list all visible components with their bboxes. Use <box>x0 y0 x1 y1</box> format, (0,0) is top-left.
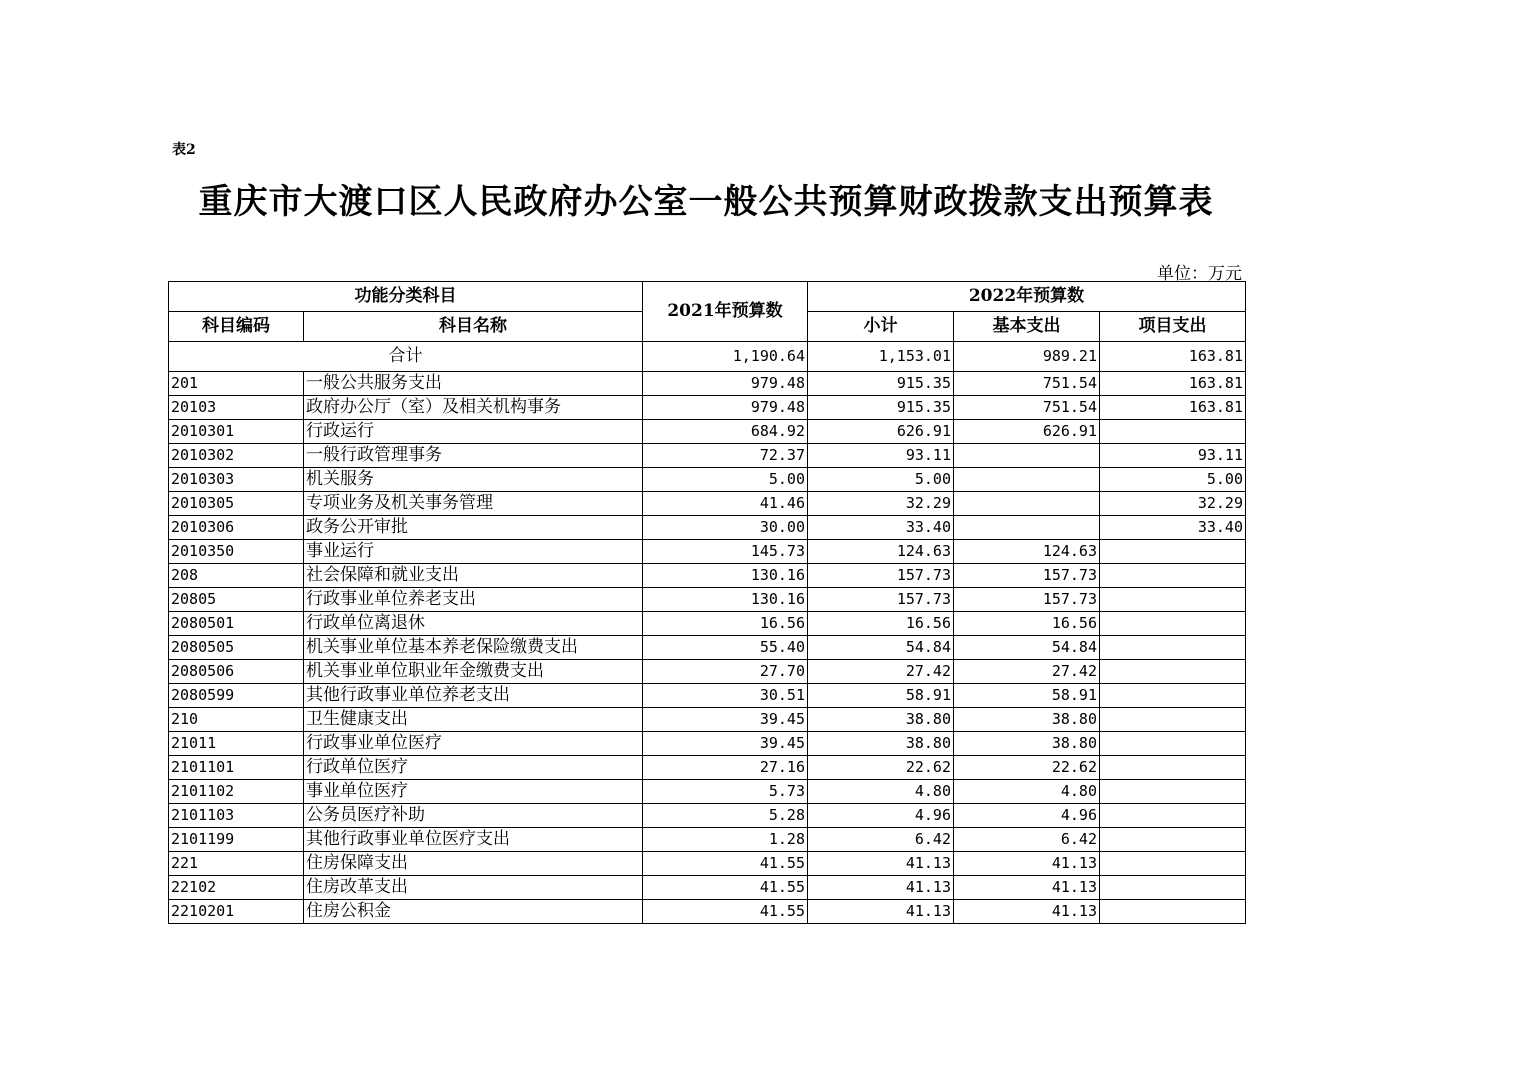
header-functional-category: 功能分类科目 <box>169 282 643 312</box>
table-row <box>169 588 1246 612</box>
table-row <box>169 540 1246 564</box>
row-subtotal: 16.56 <box>808 612 954 636</box>
total-project: 163.81 <box>1100 342 1246 372</box>
header-code: 科目编码 <box>169 312 304 342</box>
row-project <box>1100 684 1246 708</box>
row-project <box>1100 756 1246 780</box>
table-row <box>169 756 1246 780</box>
row-subtotal: 58.91 <box>808 684 954 708</box>
row-budget-2021: 41.55 <box>643 900 808 924</box>
row-project: 163.81 <box>1100 372 1246 396</box>
row-name: 行政运行 <box>304 420 643 444</box>
row-budget-2021: 27.16 <box>643 756 808 780</box>
total-budget-2021: 1,190.64 <box>643 342 808 372</box>
row-code: 2080505 <box>169 636 304 660</box>
row-basic <box>954 492 1100 516</box>
row-name: 其他行政事业单位养老支出 <box>304 684 643 708</box>
row-subtotal: 27.42 <box>808 660 954 684</box>
row-basic <box>954 468 1100 492</box>
table-row <box>169 732 1246 756</box>
row-code: 2101102 <box>169 780 304 804</box>
row-budget-2021: 5.73 <box>643 780 808 804</box>
row-subtotal: 4.80 <box>808 780 954 804</box>
table-row <box>169 468 1246 492</box>
row-project <box>1100 876 1246 900</box>
row-code: 2101199 <box>169 828 304 852</box>
row-budget-2021: 684.92 <box>643 420 808 444</box>
row-budget-2021: 41.46 <box>643 492 808 516</box>
row-basic: 54.84 <box>954 636 1100 660</box>
row-name: 专项业务及机关事务管理 <box>304 492 643 516</box>
row-basic: 41.13 <box>954 852 1100 876</box>
header-name: 科目名称 <box>304 312 643 342</box>
row-project <box>1100 612 1246 636</box>
row-project: 5.00 <box>1100 468 1246 492</box>
row-project <box>1100 900 1246 924</box>
row-name: 一般行政管理事务 <box>304 444 643 468</box>
row-budget-2021: 145.73 <box>643 540 808 564</box>
row-basic: 4.80 <box>954 780 1100 804</box>
header-row-top <box>169 282 1246 312</box>
table-row <box>169 564 1246 588</box>
table-row <box>169 900 1246 924</box>
row-budget-2021: 30.00 <box>643 516 808 540</box>
header-budget-2021: 2021年预算数 <box>643 282 808 342</box>
row-basic: 751.54 <box>954 372 1100 396</box>
row-name: 行政事业单位养老支出 <box>304 588 643 612</box>
row-subtotal: 22.62 <box>808 756 954 780</box>
row-budget-2021: 130.16 <box>643 588 808 612</box>
row-budget-2021: 16.56 <box>643 612 808 636</box>
row-basic: 4.96 <box>954 804 1100 828</box>
row-basic: 58.91 <box>954 684 1100 708</box>
table-row <box>169 876 1246 900</box>
row-code: 221 <box>169 852 304 876</box>
row-code: 2010350 <box>169 540 304 564</box>
table-row <box>169 636 1246 660</box>
row-basic: 27.42 <box>954 660 1100 684</box>
row-name: 事业运行 <box>304 540 643 564</box>
row-code: 2080501 <box>169 612 304 636</box>
row-name: 事业单位医疗 <box>304 780 643 804</box>
row-subtotal: 124.63 <box>808 540 954 564</box>
row-basic <box>954 516 1100 540</box>
row-basic: 22.62 <box>954 756 1100 780</box>
row-budget-2021: 1.28 <box>643 828 808 852</box>
row-code: 20103 <box>169 396 304 420</box>
row-project <box>1100 828 1246 852</box>
row-name: 机关服务 <box>304 468 643 492</box>
table-row <box>169 612 1246 636</box>
row-budget-2021: 979.48 <box>643 372 808 396</box>
row-code: 2010302 <box>169 444 304 468</box>
row-subtotal: 157.73 <box>808 564 954 588</box>
table-row <box>169 372 1246 396</box>
row-subtotal: 6.42 <box>808 828 954 852</box>
row-subtotal: 157.73 <box>808 588 954 612</box>
header-subtotal: 小计 <box>808 312 954 342</box>
row-name: 一般公共服务支出 <box>304 372 643 396</box>
row-subtotal: 41.13 <box>808 876 954 900</box>
row-name: 行政单位离退休 <box>304 612 643 636</box>
row-project <box>1100 588 1246 612</box>
row-subtotal: 54.84 <box>808 636 954 660</box>
row-subtotal: 33.40 <box>808 516 954 540</box>
header-basic: 基本支出 <box>954 312 1100 342</box>
row-project <box>1100 780 1246 804</box>
row-budget-2021: 55.40 <box>643 636 808 660</box>
header-project: 项目支出 <box>1100 312 1246 342</box>
row-project: 93.11 <box>1100 444 1246 468</box>
row-name: 行政事业单位医疗 <box>304 732 643 756</box>
unit-label: 单位：万元 <box>1157 264 1242 284</box>
row-name: 政务公开审批 <box>304 516 643 540</box>
row-project <box>1100 804 1246 828</box>
row-name: 行政单位医疗 <box>304 756 643 780</box>
table-row <box>169 852 1246 876</box>
row-basic: 38.80 <box>954 732 1100 756</box>
table-row <box>169 708 1246 732</box>
table-row <box>169 660 1246 684</box>
row-project: 32.29 <box>1100 492 1246 516</box>
total-row <box>169 342 1246 372</box>
row-subtotal: 915.35 <box>808 396 954 420</box>
row-subtotal: 93.11 <box>808 444 954 468</box>
row-name: 机关事业单位职业年金缴费支出 <box>304 660 643 684</box>
row-basic: 751.54 <box>954 396 1100 420</box>
row-name: 住房保障支出 <box>304 852 643 876</box>
total-subtotal: 1,153.01 <box>808 342 954 372</box>
row-code: 2010306 <box>169 516 304 540</box>
row-subtotal: 41.13 <box>808 852 954 876</box>
table-number-label: 表2 <box>172 142 196 158</box>
row-code: 20805 <box>169 588 304 612</box>
row-code: 2010301 <box>169 420 304 444</box>
row-basic: 626.91 <box>954 420 1100 444</box>
table-row <box>169 684 1246 708</box>
row-subtotal: 41.13 <box>808 900 954 924</box>
table-row <box>169 780 1246 804</box>
total-basic: 989.21 <box>954 342 1100 372</box>
table-row <box>169 828 1246 852</box>
row-subtotal: 4.96 <box>808 804 954 828</box>
row-project <box>1100 732 1246 756</box>
row-project <box>1100 540 1246 564</box>
row-basic: 6.42 <box>954 828 1100 852</box>
row-subtotal: 626.91 <box>808 420 954 444</box>
table-body <box>169 372 1246 924</box>
row-code: 2101103 <box>169 804 304 828</box>
row-name: 住房公积金 <box>304 900 643 924</box>
page-title: 重庆市大渡口区人民政府办公室一般公共预算财政拨款支出预算表 <box>198 182 1214 222</box>
row-name: 机关事业单位基本养老保险缴费支出 <box>304 636 643 660</box>
budget-table <box>168 281 1246 924</box>
row-budget-2021: 5.00 <box>643 468 808 492</box>
row-code: 21011 <box>169 732 304 756</box>
row-project: 33.40 <box>1100 516 1246 540</box>
row-name: 住房改革支出 <box>304 876 643 900</box>
table-row <box>169 492 1246 516</box>
row-name: 卫生健康支出 <box>304 708 643 732</box>
row-basic: 41.13 <box>954 876 1100 900</box>
row-basic: 157.73 <box>954 588 1100 612</box>
row-project <box>1100 420 1246 444</box>
row-code: 210 <box>169 708 304 732</box>
table-row <box>169 804 1246 828</box>
row-budget-2021: 130.16 <box>643 564 808 588</box>
row-project <box>1100 636 1246 660</box>
row-basic: 41.13 <box>954 900 1100 924</box>
table-row <box>169 444 1246 468</box>
row-name: 公务员医疗补助 <box>304 804 643 828</box>
table-row <box>169 396 1246 420</box>
row-code: 22102 <box>169 876 304 900</box>
row-subtotal: 32.29 <box>808 492 954 516</box>
row-name: 其他行政事业单位医疗支出 <box>304 828 643 852</box>
row-budget-2021: 41.55 <box>643 852 808 876</box>
row-basic: 16.56 <box>954 612 1100 636</box>
row-project <box>1100 564 1246 588</box>
row-subtotal: 38.80 <box>808 732 954 756</box>
row-subtotal: 5.00 <box>808 468 954 492</box>
row-budget-2021: 5.28 <box>643 804 808 828</box>
row-budget-2021: 72.37 <box>643 444 808 468</box>
row-budget-2021: 39.45 <box>643 732 808 756</box>
row-subtotal: 38.80 <box>808 708 954 732</box>
row-budget-2021: 27.70 <box>643 660 808 684</box>
row-name: 政府办公厅（室）及相关机构事务 <box>304 396 643 420</box>
row-budget-2021: 41.55 <box>643 876 808 900</box>
row-code: 2101101 <box>169 756 304 780</box>
row-code: 2010305 <box>169 492 304 516</box>
row-budget-2021: 979.48 <box>643 396 808 420</box>
row-budget-2021: 30.51 <box>643 684 808 708</box>
row-basic: 38.80 <box>954 708 1100 732</box>
row-name: 社会保障和就业支出 <box>304 564 643 588</box>
row-basic: 157.73 <box>954 564 1100 588</box>
row-code: 201 <box>169 372 304 396</box>
row-basic: 124.63 <box>954 540 1100 564</box>
row-code: 2080506 <box>169 660 304 684</box>
row-project <box>1100 708 1246 732</box>
row-subtotal: 915.35 <box>808 372 954 396</box>
row-code: 2080599 <box>169 684 304 708</box>
table-row <box>169 516 1246 540</box>
row-budget-2021: 39.45 <box>643 708 808 732</box>
row-project <box>1100 852 1246 876</box>
row-code: 2010303 <box>169 468 304 492</box>
total-label: 合计 <box>169 342 643 372</box>
row-code: 208 <box>169 564 304 588</box>
row-project: 163.81 <box>1100 396 1246 420</box>
table-row <box>169 420 1246 444</box>
row-basic <box>954 444 1100 468</box>
row-project <box>1100 660 1246 684</box>
row-code: 2210201 <box>169 900 304 924</box>
header-budget-2022: 2022年预算数 <box>808 282 1246 312</box>
